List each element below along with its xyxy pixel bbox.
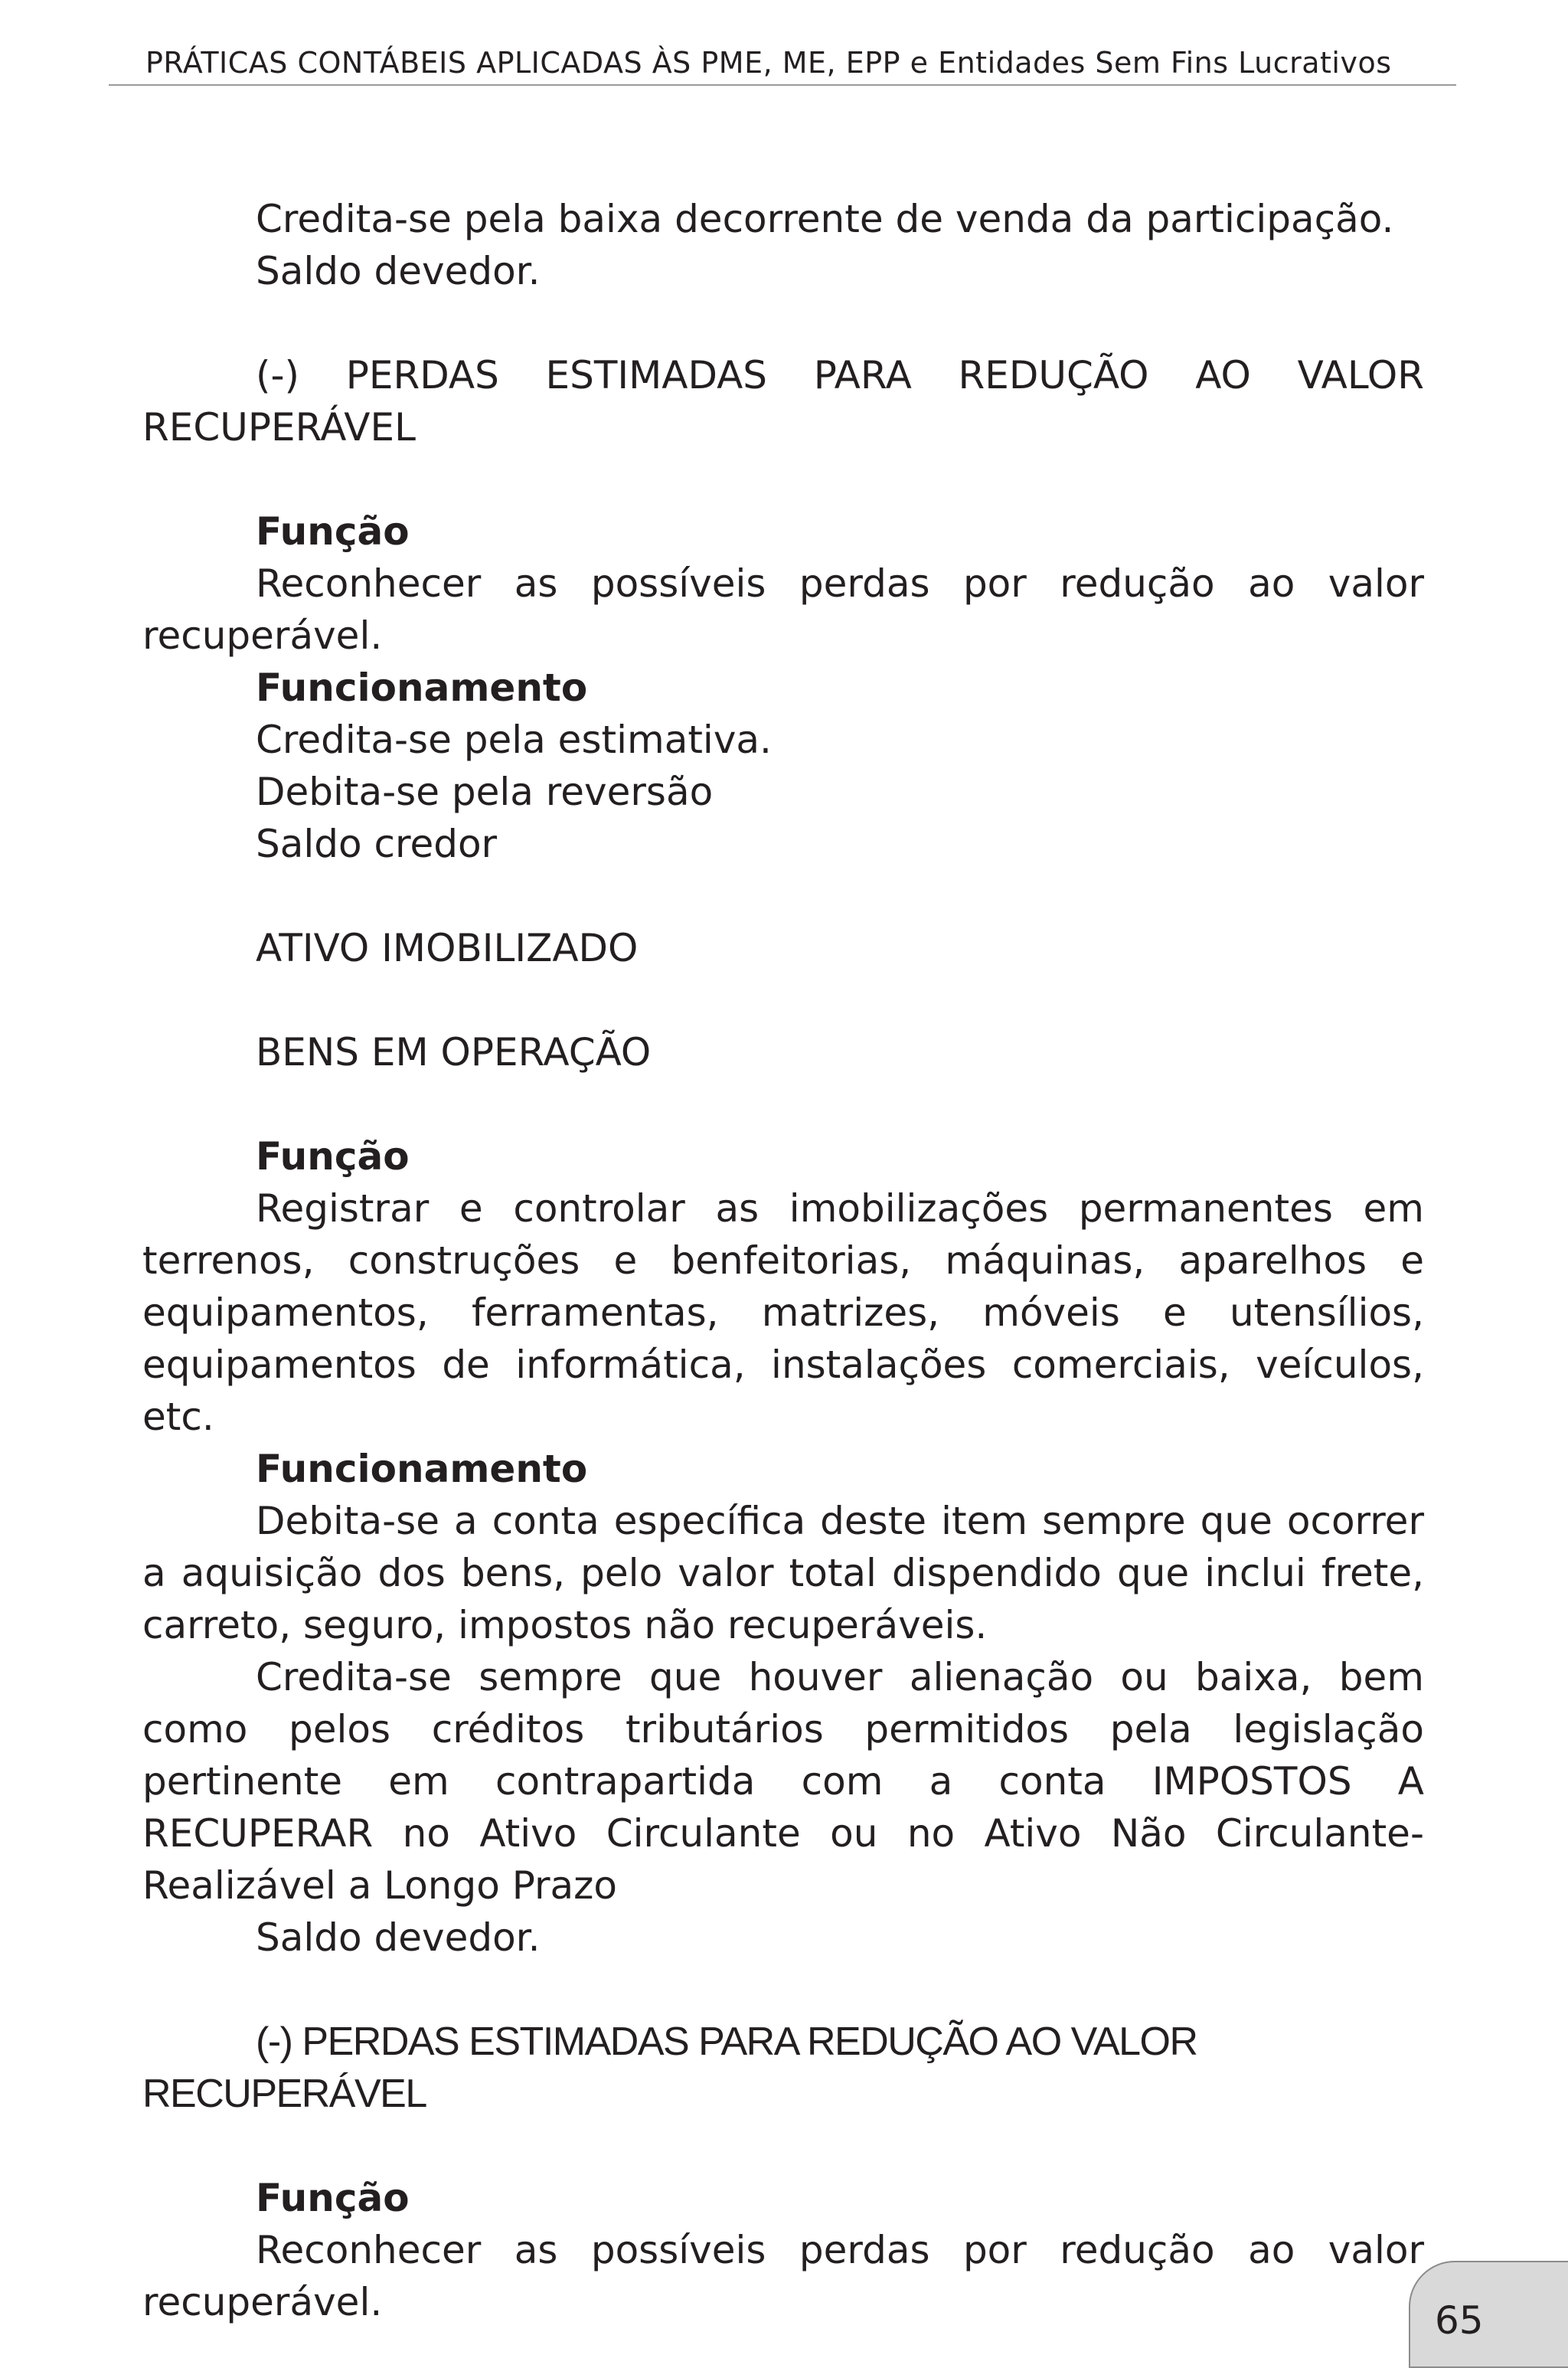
body-paragraph: Saldo devedor.	[256, 249, 541, 293]
body-paragraph: Credita-se pela baixa decorrente de venda da participação.	[256, 197, 1394, 241]
section-label-funcionamento: Funcionamento	[256, 666, 588, 710]
body-paragraph: Credita-se pela estimativa.	[256, 718, 772, 762]
page-number-tab	[1409, 2261, 1568, 2368]
account-heading: (-) PERDAS ESTIMADAS PARA REDUÇÃO AO VALOR RECUPERÁVEL	[142, 353, 1424, 450]
body-paragraph: Reconhecer as possíveis perdas por redução ao valor recuperável.	[142, 561, 1424, 658]
header-divider	[109, 84, 1456, 86]
body-paragraph: Credita-se sempre que houver alienação ou baixa, bem como pelos créditos tributários permitidos pela legislação pertinente em contrapartida com a conta IMPOSTOS A RECUPERAR no Ativo Circulante ou no Ativo Não Circulante-Realizável a Longo Prazo	[142, 1655, 1424, 1908]
body-paragraph: Registrar e controlar as imobilizações permanentes em terrenos, construções e benfeitorias, máquinas, aparelhos e equipamentos, ferramentas, matrizes, móveis e utensílios, equipamentos de informática, instalações comerciais, veículos, etc.	[142, 1186, 1424, 1439]
page-number: 65	[1435, 2298, 1484, 2343]
body-paragraph: Reconhecer as possíveis perdas por redução ao valor recuperável.	[142, 2228, 1424, 2324]
section-label-funcao: Função	[256, 509, 410, 554]
group-heading: ATIVO IMOBILIZADO	[256, 926, 639, 970]
body-paragraph: Debita-se a conta específica deste item sempre que ocorrer a aquisição dos bens, pelo valor total dispendido que inclui frete, carreto, seguro, impostos não recuperáveis.	[142, 1499, 1424, 1647]
body-paragraph: Saldo credor	[256, 822, 498, 866]
section-label-funcao: Função	[256, 2176, 410, 2220]
body-paragraph: Saldo devedor.	[256, 1915, 541, 1960]
section-label-funcao: Função	[256, 1134, 410, 1179]
account-heading: (-) PERDAS ESTIMADAS PARA REDUÇÃO AO VALOR RECUPERÁVEL	[142, 2020, 1197, 2116]
running-header: PRÁTICAS CONTÁBEIS APLICADAS ÀS PME, ME, EPP e Entidades Sem Fins Lucrativos	[145, 46, 1392, 80]
page-body	[142, 193, 1424, 2328]
section-label-funcionamento: Funcionamento	[256, 1447, 588, 1491]
account-heading: BENS EM OPERAÇÃO	[256, 1030, 652, 1074]
body-paragraph: Debita-se pela reversão	[256, 770, 714, 814]
